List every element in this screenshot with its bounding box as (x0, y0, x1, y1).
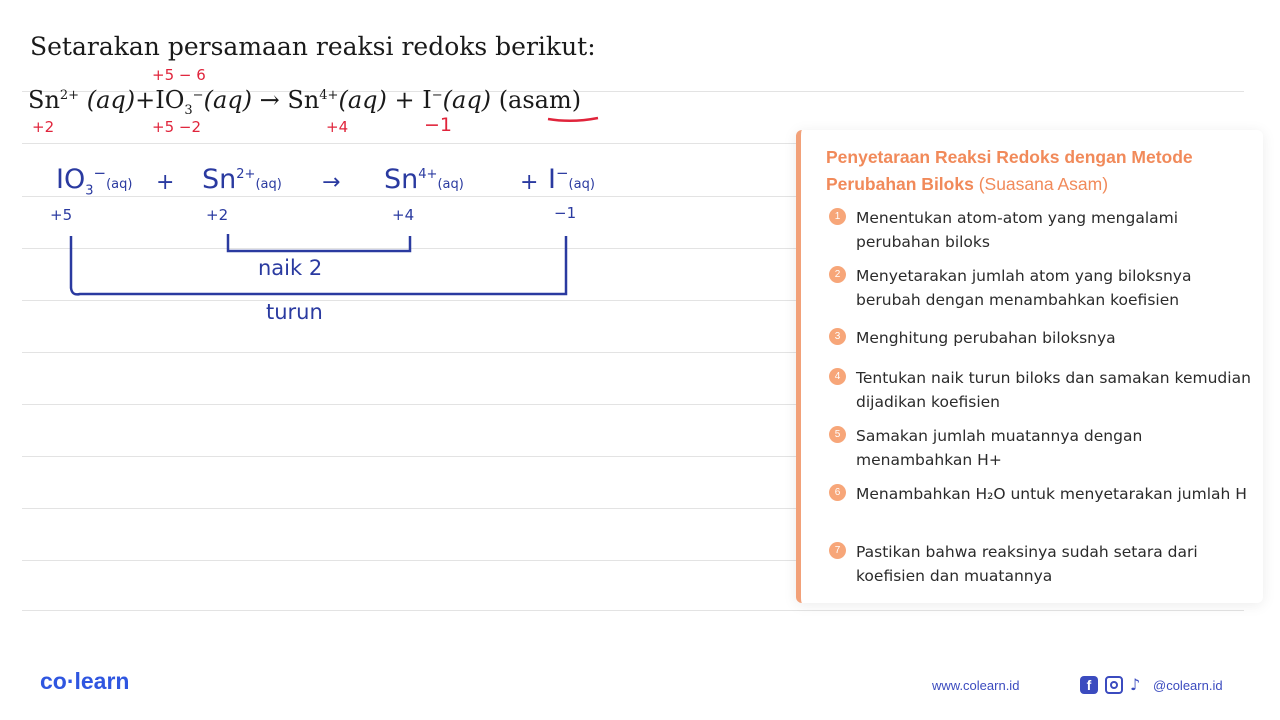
eq-plus-2: + (394, 86, 415, 114)
card-title-suffix: (Suasana Asam) (978, 174, 1109, 194)
hw-iodide (548, 164, 595, 195)
eq-aq-1: (aq) (86, 86, 136, 114)
red-ox-i: −1 (424, 114, 453, 136)
step-text: Menentukan atom-atom yang mengalami perubahan biloks (856, 209, 1179, 251)
eq-aq-3: (aq) (338, 86, 387, 114)
eq-io-sub: 3 (184, 102, 193, 118)
eq-plus-1: + (135, 86, 156, 114)
hw-ox-i: −1 (554, 204, 577, 222)
turun-label: turun (266, 300, 323, 324)
step-number: 4 (829, 368, 846, 385)
red-ox-top: +5 − 6 (152, 66, 206, 84)
hw-sn4-text: Sn (384, 164, 419, 195)
step-number: 5 (829, 426, 846, 443)
hw-io3-text: IO (56, 164, 86, 195)
hw-ox-io3: +5 (50, 206, 73, 224)
eq-sn4-charge: 4+ (319, 88, 339, 103)
rule-line (22, 610, 1244, 611)
hw-i-sup: − (555, 164, 569, 182)
step-text: Menambahkan H₂O untuk menyetarakan jumlah H (856, 485, 1247, 503)
step-text: Pastikan bahwa reaksinya sudah setara dari koefisien dan muatannya (856, 543, 1198, 585)
problem-title: Setarakan persamaan reaksi redoks berikut: (30, 32, 596, 61)
step-text: Tentukan naik turun biloks dan samakan kemudian dijadikan koefisien (856, 369, 1251, 411)
eq-sn4: Sn (287, 86, 320, 114)
eq-arrow: → (259, 86, 280, 114)
eq-aq-2: (aq) (203, 86, 252, 114)
hw-aq-4: (aq) (568, 177, 595, 192)
colearn-logo[interactable]: co·learn (40, 668, 130, 694)
eq-io: IO (155, 86, 185, 114)
hw-sn-sup: 2+ (236, 167, 256, 182)
hw-aq-3: (aq) (437, 177, 464, 192)
asam-underline (548, 118, 598, 121)
method-card (796, 130, 1263, 603)
card-title-main: Penyetaraan Reaksi Redoks dengan Metode Perubahan Biloks (826, 147, 1193, 194)
naik-label: naik 2 (258, 256, 323, 280)
eq-i-charge: − (431, 88, 443, 103)
hw-arrow: → (322, 170, 341, 195)
red-ox-sn4: +4 (326, 118, 349, 136)
hw-sn-text: Sn (202, 164, 237, 195)
red-ox-sn: +2 (32, 118, 55, 136)
hw-ox-sn4: +4 (392, 206, 415, 224)
step-number: 1 (829, 208, 846, 225)
card-title (826, 144, 1246, 198)
instagram-icon[interactable] (1105, 676, 1123, 694)
eq-sn: Sn (28, 86, 60, 114)
hw-sn4-sup: 4+ (418, 167, 438, 182)
step-text: Menghitung perubahan biloksnya (856, 329, 1116, 347)
facebook-icon[interactable]: f (1080, 676, 1098, 694)
eq-i: I (422, 86, 432, 114)
tiktok-icon[interactable]: ♪ (1130, 675, 1141, 694)
hw-plus-1: + (156, 170, 175, 195)
step-number: 3 (829, 328, 846, 345)
hw-sn4 (384, 164, 464, 195)
step-number: 7 (829, 542, 846, 559)
eq-medium: (asam) (498, 86, 582, 114)
hw-io3-sub: 3 (85, 183, 94, 199)
eq-io-charge: − (192, 88, 204, 103)
hw-aq-2: (aq) (255, 177, 282, 192)
eq-aq-4: (aq) (442, 86, 492, 114)
hw-aq-1: (aq) (106, 177, 133, 192)
social-handle[interactable]: @colearn.id (1153, 678, 1223, 693)
website-link[interactable]: www.colearn.id (932, 678, 1020, 693)
redox-equation (28, 86, 581, 118)
step-text: Menyetarakan jumlah atom yang biloksnya berubah dengan menambahkan koefisien (856, 267, 1192, 309)
hw-ox-sn: +2 (206, 206, 229, 224)
step-number: 2 (829, 266, 846, 283)
red-ox-io: +5 −2 (152, 118, 201, 136)
hw-io3-sup: − (93, 164, 107, 182)
hw-plus-2: + (520, 170, 539, 195)
hw-io3 (56, 164, 132, 198)
hw-i-text: I (548, 164, 556, 195)
eq-sn-charge: 2+ (59, 88, 80, 103)
step-text: Samakan jumlah muatannya dengan menambahkan H+ (856, 427, 1143, 469)
step-number: 6 (829, 484, 846, 501)
hw-sn2 (202, 164, 282, 195)
